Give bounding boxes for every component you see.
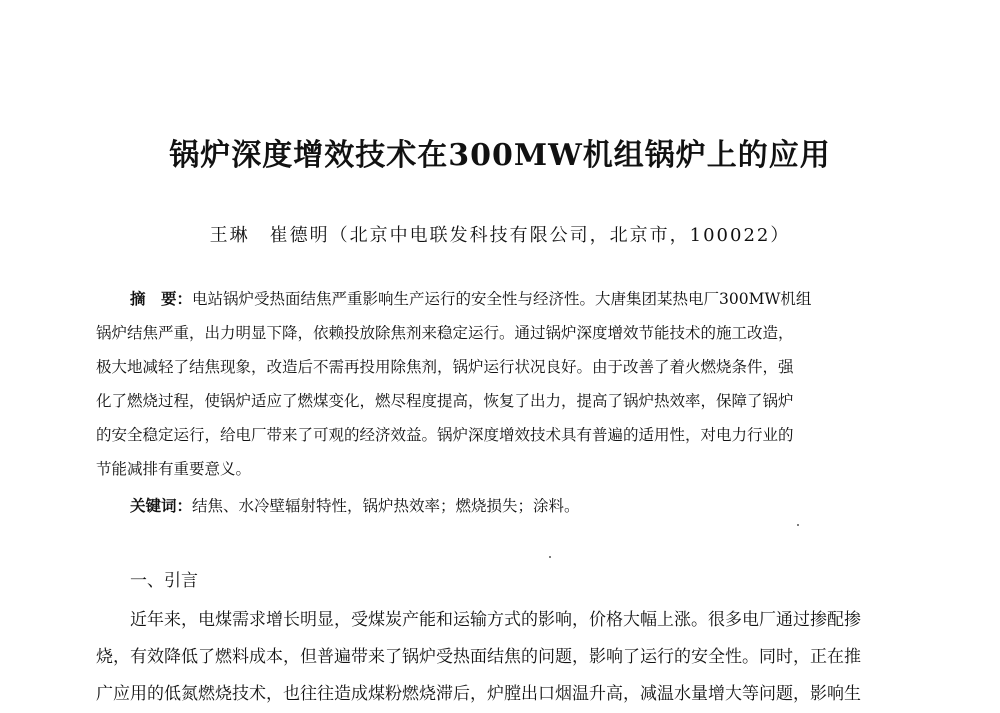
keywords	[130, 492, 910, 520]
body-line: 近年来，电煤需求增长明显，受煤炭产能和运输方式的影响，价格大幅上涨。很多电厂通过掺配掺	[130, 610, 861, 630]
abstract-line: 节能减排有重要意义。	[96, 460, 252, 478]
abstract-text: 电站锅炉受热面结焦严重影响生产运行的安全性与经济性。大唐集团某热电厂300MW机组	[192, 290, 812, 308]
section-body	[96, 602, 904, 713]
abstract-line: 化了燃烧过程，使锅炉适应了燃煤变化，燃尽程度提高，恢复了出力，提高了锅炉热效率，保障了锅炉	[96, 392, 794, 410]
body-line: 广应用的低氮燃烧技术，也往往造成煤粉燃烧滞后，炉膛出口烟温升高，减温水量增大等问题，影响生	[96, 684, 861, 704]
scan-speck	[797, 524, 799, 526]
paper-title: 锅炉深度增效技术在300MW机组锅炉上的应用	[169, 138, 831, 173]
keywords-text: 结焦、水冷壁辐射特性，锅炉热效率；燃烧损失；涂料。	[192, 497, 580, 515]
abstract-line: 的安全稳定运行，给电厂带来了可观的经济效益。锅炉深度增效技术具有普遍的适用性，对电力行业的	[96, 426, 794, 444]
abstract	[96, 282, 904, 486]
section-heading: 一、引言	[130, 571, 198, 591]
body-line: 烧，有效降低了燃料成本，但普遍带来了锅炉受热面结焦的问题，影响了运行的安全性。同时，正在推	[96, 647, 861, 667]
abstract-line	[96, 282, 904, 316]
scan-speck	[549, 556, 551, 558]
authors-affiliation: 王琳 崔德明（北京中电联发科技有限公司，北京市，100022）	[209, 225, 791, 246]
abstract-label: 摘 要：	[130, 289, 193, 308]
keywords-label: 关键词：	[130, 496, 193, 515]
abstract-line: 锅炉结焦严重，出力明显下降，依赖投放除焦剂来稳定运行。通过锅炉深度增效节能技术的施工改造，	[96, 324, 794, 342]
abstract-line: 极大地减轻了结焦现象，改造后不需再投用除焦剂，锅炉运行状况良好。由于改善了着火燃烧条件，强	[96, 358, 794, 376]
